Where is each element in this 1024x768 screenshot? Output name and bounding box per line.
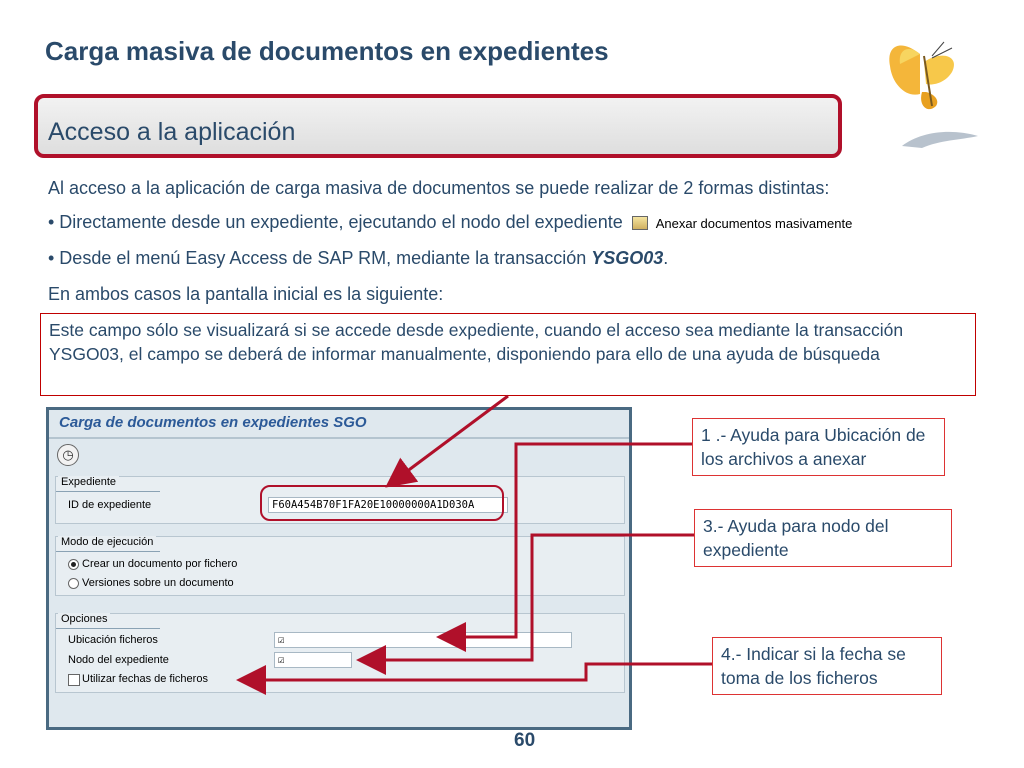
- outro-text: En ambos casos la pantalla inicial es la siguiente:: [48, 284, 444, 304]
- sap-window-title: Carga de documentos en expedientes SGO: [59, 414, 367, 431]
- utilizar-fechas-label: Utilizar fechas de ficheros: [82, 673, 208, 685]
- radio-crear-documento[interactable]: [68, 559, 79, 570]
- group-opciones: [55, 613, 625, 693]
- id-expediente-label: ID de expediente: [68, 499, 152, 511]
- execute-clock-icon[interactable]: ◷: [57, 444, 79, 466]
- bullet-easy-access-end: .: [663, 248, 669, 268]
- group-modo-underline: [56, 551, 160, 552]
- bullet-direct: [48, 212, 852, 233]
- id-expediente-field[interactable]: F60A454B70F1FA20E10000000A1D030A: [268, 497, 508, 513]
- page-number: 60: [514, 730, 536, 751]
- callout-nodo: 3.- Ayuda para nodo del expediente: [694, 509, 952, 567]
- group-opciones-label: Opciones: [58, 613, 110, 625]
- group-expediente-label: Expediente: [58, 476, 119, 488]
- bullet-easy-access: [48, 248, 668, 269]
- note-box: Este campo sólo se visualizará si se accede desde expediente, cuando el acceso sea mediante la transacción YSGO03, el campo se deberá de informar manualmente, disponiendo para ello de una ayuda de búsqueda: [40, 313, 976, 396]
- slide-title: Carga masiva de documentos en expedientes: [45, 36, 609, 66]
- radio-versiones[interactable]: [68, 578, 79, 589]
- bullet-easy-access-text: • Desde el menú Easy Access de SAP RM, mediante la transacción: [48, 248, 592, 268]
- group-modo-ejecucion: [55, 536, 625, 596]
- ubicacion-ficheros-label: Ubicación ficheros: [68, 634, 158, 646]
- callout-ubicacion: 1 .- Ayuda para Ubicación de los archivos a anexar: [692, 418, 945, 476]
- title-separator: [49, 437, 629, 439]
- section-header-box: [34, 94, 842, 158]
- callout-fechas: 4.- Indicar si la fecha se toma de los ficheros: [712, 637, 942, 695]
- node-icon: [632, 216, 648, 230]
- bullet-direct-text: • Directamente desde un expediente, ejecutando el nodo del expediente: [48, 212, 623, 232]
- transaction-code: YSGO03: [591, 248, 664, 268]
- radio-crear-documento-label: Crear un documento por fichero: [82, 558, 238, 570]
- group-modo-label: Modo de ejecución: [58, 536, 156, 548]
- intro-text: Al acceso a la aplicación de carga masiva de documentos se puede realizar de 2 formas distintas:: [48, 178, 830, 198]
- utilizar-fechas-checkbox[interactable]: [68, 674, 80, 686]
- group-expediente-underline: [56, 491, 160, 492]
- id-expediente-highlight: [260, 485, 504, 521]
- nodo-expediente-field[interactable]: ☑: [274, 652, 352, 668]
- node-label: Anexar documentos masivamente: [655, 215, 853, 231]
- radio-versiones-label: Versiones sobre un documento: [82, 577, 234, 589]
- section-title: Acceso a la aplicación: [48, 118, 296, 146]
- sap-window: [46, 407, 632, 730]
- butterfly-logo: [880, 36, 990, 156]
- group-opciones-underline: [56, 628, 160, 629]
- ubicacion-ficheros-field[interactable]: ☑: [274, 632, 572, 648]
- nodo-expediente-label: Nodo del expediente: [68, 654, 169, 666]
